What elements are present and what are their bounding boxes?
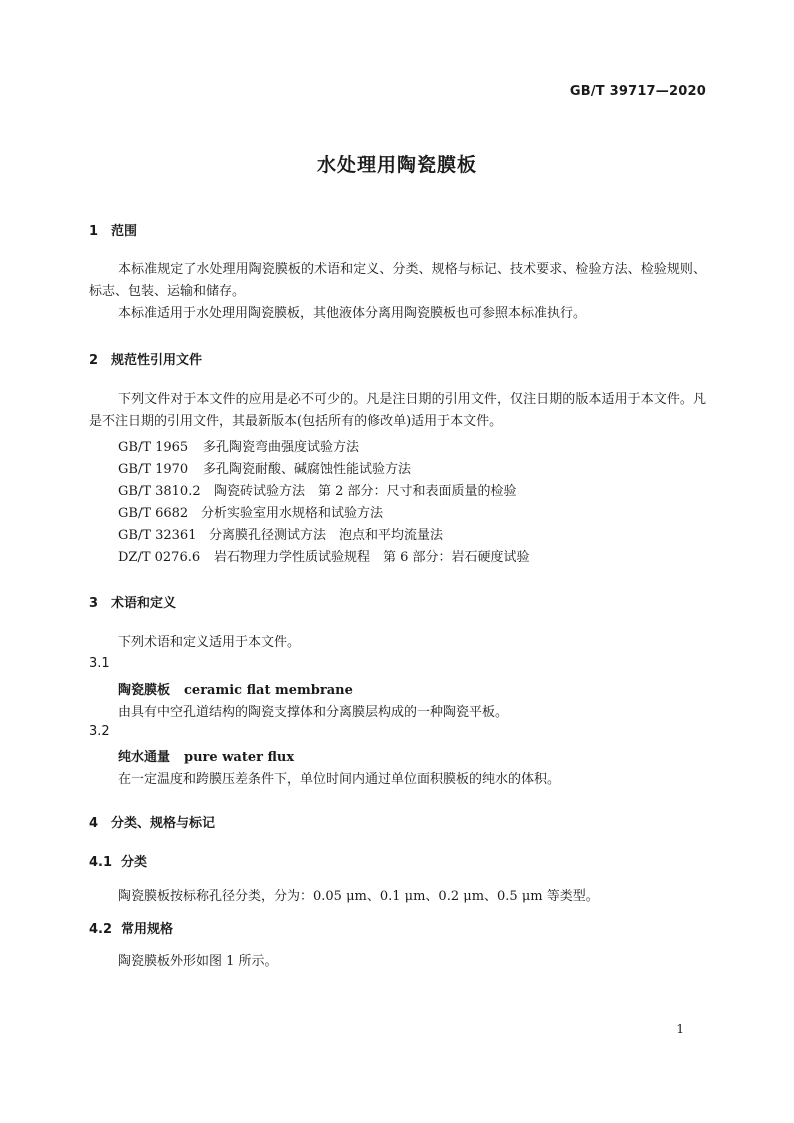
section-number: 1 bbox=[89, 224, 99, 239]
subsection-title: 常用规格 bbox=[121, 922, 174, 937]
reference-title: 分离膜孔径测试方法 泡点和平均流量法 bbox=[209, 528, 444, 543]
section-title: 范围 bbox=[111, 224, 138, 239]
reference-item bbox=[118, 436, 359, 455]
term-en: pure water flux bbox=[184, 750, 295, 765]
document-title: 水处理用陶瓷膜板 bbox=[316, 154, 477, 176]
section-title: 规范性引用文件 bbox=[111, 353, 203, 368]
section-title: 分类、规格与标记 bbox=[111, 816, 216, 831]
reference-code: GB/T 32361 bbox=[118, 528, 197, 543]
section-heading-1 bbox=[89, 220, 137, 239]
term-en: ceramic flat membrane bbox=[184, 683, 353, 698]
term-zh: 陶瓷膜板 bbox=[118, 683, 171, 698]
reference-title: 多孔陶瓷耐酸、碱腐蚀性能试验方法 bbox=[203, 462, 412, 477]
term-definition: 在一定温度和跨膜压差条件下，单位时间内通过单位面积膜板的纯水的体积。 bbox=[118, 772, 561, 787]
subsection-heading bbox=[89, 851, 147, 870]
paragraph: 陶瓷膜板外形如图 1 所示。 bbox=[118, 954, 278, 969]
subsection-title: 分类 bbox=[121, 855, 148, 870]
section-heading-2 bbox=[89, 349, 202, 368]
reference-item bbox=[118, 546, 530, 565]
term-definition: 由具有中空孔道结构的陶瓷支撑体和分离膜层构成的一种陶瓷平板。 bbox=[118, 705, 509, 720]
term-heading bbox=[118, 679, 353, 698]
paragraph: 本标准适用于水处理用陶瓷膜板，其他液体分离用陶瓷膜板也可参照本标准执行。 bbox=[118, 306, 587, 321]
reference-title: 陶瓷砖试验方法 第 2 部分：尺寸和表面质量的检验 bbox=[214, 484, 517, 499]
section-title: 术语和定义 bbox=[111, 596, 177, 611]
term-number: 3.2 bbox=[89, 724, 110, 739]
reference-code: GB/T 1970 bbox=[118, 462, 189, 477]
reference-code: GB/T 6682 bbox=[118, 506, 189, 521]
term-number: 3.1 bbox=[89, 656, 110, 671]
paragraph: 下列文件对于本文件的应用是必不可少的。凡是注日期的引用文件，仅注日期的版本适用于本文件。凡是不注日期的引用文件，其最新版本(包括所有的修改单)适用于本文件。 bbox=[89, 392, 706, 429]
subsection-number: 4.2 bbox=[89, 922, 113, 937]
section-number: 4 bbox=[89, 816, 99, 831]
term-heading bbox=[118, 746, 294, 765]
reference-code: GB/T 1965 bbox=[118, 440, 189, 455]
reference-code: DZ/T 0276.6 bbox=[118, 550, 201, 565]
term-zh: 纯水通量 bbox=[118, 750, 171, 765]
reference-title: 多孔陶瓷弯曲强度试验方法 bbox=[203, 440, 360, 455]
subsection-number: 4.1 bbox=[89, 855, 113, 870]
reference-item bbox=[118, 480, 517, 499]
paragraph: 陶瓷膜板按标称孔径分类，分为：0.05 μm、0.1 μm、0.2 μm、0.5 μm 等类型。 bbox=[118, 889, 599, 904]
section-heading-4 bbox=[89, 812, 215, 831]
reference-title: 分析实验室用水规格和试验方法 bbox=[201, 506, 384, 521]
paragraph: 本标准规定了水处理用陶瓷膜板的术语和定义、分类、规格与标记、技术要求、检验方法、检验规则、标志、包装、运输和储存。 bbox=[89, 262, 706, 299]
section-number: 3 bbox=[89, 596, 99, 611]
subsection-heading bbox=[89, 918, 173, 937]
standard-code: GB/T 39717—2020 bbox=[569, 84, 706, 99]
reference-item bbox=[118, 458, 411, 477]
reference-code: GB/T 3810.2 bbox=[118, 484, 201, 499]
paragraph: 下列术语和定义适用于本文件。 bbox=[118, 635, 301, 650]
section-heading-3 bbox=[89, 592, 176, 611]
reference-title: 岩石物理力学性质试验规程 第 6 部分：岩石硬度试验 bbox=[214, 550, 530, 565]
section-number: 2 bbox=[89, 353, 99, 368]
page-number: 1 bbox=[676, 1022, 684, 1036]
reference-item bbox=[118, 502, 383, 521]
reference-item bbox=[118, 524, 443, 543]
